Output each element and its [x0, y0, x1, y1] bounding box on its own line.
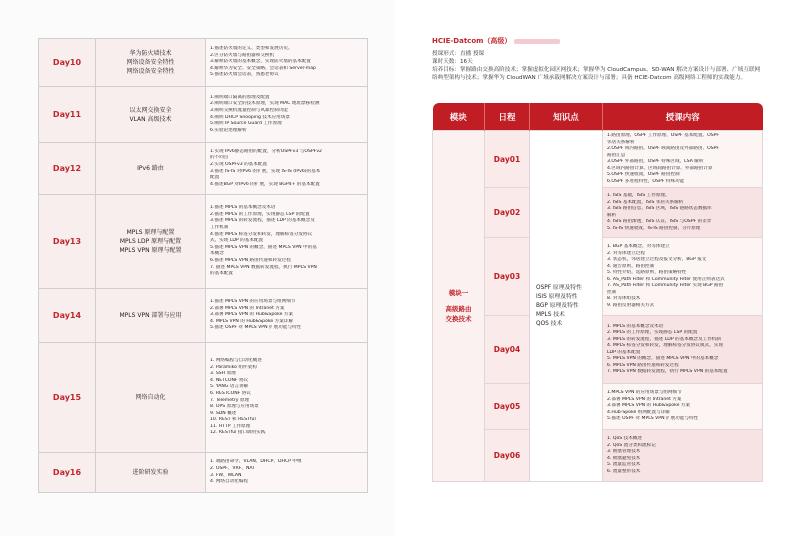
content-line: 7. MPLS VPN 数据转发流程，执行 MPLS VPN 的基本配置: [607, 369, 728, 374]
left-table-row: [39, 289, 368, 343]
day-label: Day14: [39, 289, 96, 343]
day-label: Day02: [485, 188, 530, 238]
meta-days-label: 课时天数：: [432, 59, 460, 65]
teaching-content-cell: [603, 430, 763, 482]
content-line: 2. MPLS 的工作原理，实现静态 LSP 的配置: [607, 330, 698, 335]
content-line: 3.解释防火墙的基本概念，实现防火墙的基本配置: [210, 59, 311, 65]
content-line: 12. RESTful 接口调用实践: [210, 430, 266, 436]
content-line: 解析: [607, 212, 617, 218]
header-schedule: 日程: [485, 103, 530, 131]
content-line: 5. 流量监管技术: [607, 462, 641, 467]
topic-line: 华为防火墙技术: [129, 50, 172, 57]
content-line: 本概念: [210, 251, 224, 257]
content-line: 6.实验论述理解析: [210, 127, 247, 133]
content-line: 2.部署 MPLS VPN 的 Intranet 方案: [210, 305, 285, 311]
day-label: Day10: [39, 39, 96, 87]
topic-line: MPLS LDP 原理与配置: [119, 238, 182, 245]
content-line: 1.描述防火墙的定义、类型和发展历史。: [210, 46, 293, 52]
content-line: 1.实现 IPv6静态路由的配置，分析OSPFv3 与OSPFv2: [210, 148, 322, 154]
content-line: 2.部署 MPLS VPN 的 Intranet 方案: [607, 396, 682, 402]
content-line: 1. 网络编程与自动化概述: [210, 357, 262, 363]
content-line: 5.描述 OSPF 对 MPLS VPN 扩展功能与特性: [607, 416, 699, 422]
module-line: 交换技术: [445, 315, 472, 323]
topic-line: 网络自动化: [135, 394, 166, 401]
day-label: Day05: [485, 384, 530, 430]
content-line: 7. Telemetry 原理: [210, 397, 250, 403]
topic-line: MPLS 原理与配置: [126, 229, 175, 236]
content-line: 2.阐明端口安全的技术原理，实现 MAC 地址漂移检测: [210, 101, 320, 107]
content-line: 7. 描述 MPLS VPN 数据转发流程，执行 MPLS VPN: [210, 264, 317, 270]
content-line: 4. MPLS VPN 的 Hub&Spoke 方案详解: [210, 318, 294, 324]
meta-goal: [432, 66, 762, 82]
knowledge-point: OSPF 原理及特性: [536, 284, 582, 291]
content-cell: [206, 289, 368, 343]
day-label: Day12: [39, 143, 96, 195]
content-line: 5. YANG 语言讲解: [210, 384, 249, 390]
content-line: 3.描述 MPLS 的转发流程，描述 LDP 的基本概念及: [210, 218, 315, 224]
topic-cell: [96, 343, 206, 453]
meta-goal-label: 培养目标：: [432, 67, 460, 73]
knowledge-point: ISIS 原理及特性: [536, 293, 578, 300]
content-line: LDP 的基本配置: [607, 349, 641, 355]
header-module: 模块: [433, 103, 485, 131]
content-line: 1. ISIS 基础，ISIS 工作原理。: [607, 193, 670, 198]
content-line: 工作机制: [210, 225, 229, 231]
day-label: Day01: [485, 131, 530, 188]
module-cell: [433, 131, 485, 482]
meta-format-label: 授课形式：: [432, 51, 460, 57]
content-line: 5.描述防火墙会话表，熟悉老协议: [210, 72, 279, 78]
content-line: 2. QoS 流分类和流标记: [607, 442, 656, 448]
topic-cell: [96, 453, 206, 493]
course-schedule-table: [432, 103, 763, 482]
content-cell: [206, 39, 368, 87]
left-table-row: [39, 143, 368, 195]
content-line: 4. 通告原则，路由控制: [607, 263, 655, 269]
content-line: 4.解释华为安全、安全策略、会话表和 Server-map: [210, 65, 316, 71]
content-line: 2. ISIS 基本配置，ISIS 邻居关系解析: [607, 199, 684, 205]
day-label: Day15: [39, 343, 96, 453]
left-table-row: [39, 343, 368, 453]
content-line: 4. 拥塞避免技术: [607, 455, 641, 461]
left-table-row: [39, 87, 368, 143]
content-line: 4.Hub-Spoke 组网配置与详解: [607, 409, 670, 415]
content-line: 3. ISIS 路由信息，ISIS 区域，ISIS 链路状态数据库: [607, 206, 712, 211]
content-line: 6. AS_Path Filter 和 Community Filter 使用正则表达式: [607, 276, 725, 282]
meta-format: [432, 50, 762, 58]
topic-cell: [96, 87, 206, 143]
content-line: 6. 流量整形技术: [607, 468, 641, 474]
content-line: 2. OSPF、VRF、NAT: [210, 465, 255, 471]
schedule-row: [433, 131, 763, 188]
content-line: 4. 网络自动化编程: [210, 479, 249, 485]
knowledge-point: BGP 原理及特性: [536, 302, 579, 309]
content-cell: [206, 195, 368, 289]
content-line: 5.阐明 IP Source Guard 工作原理: [210, 121, 282, 127]
content-line: 4.描述BGP 对IPv6 的扩展，实现 BGP4+ 的基本配置: [210, 181, 320, 187]
knowledge-points-cell: [530, 131, 603, 482]
course-title-text: HCIE-Datcom（高级）: [432, 37, 512, 45]
meta-format-value: 直播 授课: [459, 51, 485, 57]
knowledge-point: QOS 技术: [536, 320, 563, 327]
day-label: Day13: [39, 195, 96, 289]
topic-cell: [96, 195, 206, 289]
content-line: 10. REST 和 RESTful: [210, 417, 256, 423]
teaching-content-cell: [603, 384, 763, 430]
teaching-content-cell: [603, 131, 763, 188]
meta-days-value: 16天: [459, 59, 473, 65]
left-table-row: [39, 453, 368, 493]
content-line: 5. 特性介绍，选路原则，路由策略特性: [607, 270, 687, 275]
left-table-row: [39, 195, 368, 289]
topic-line: 网络设备安全特性: [126, 59, 175, 66]
module-line: 模块一: [448, 289, 469, 297]
teaching-content-cell: [603, 188, 763, 238]
content-line: 5.OSPF 快速收敛，OSPF 路由控制: [607, 172, 680, 177]
content-line: 4. NETCONF 协议: [210, 377, 249, 383]
content-line: 1. 端路由命令、VLAN、DHCP、DHCP 中继: [210, 459, 302, 465]
content-line: 2. Paramiko 组件架构: [210, 364, 257, 370]
content-line: 5. MPLS VPN 的概念，描述 MPLS VPN 中的基本概念: [607, 356, 719, 361]
content-line: 3.部署 MPLS VPN 的 Hub&Spoke 方案: [607, 403, 691, 409]
content-line: 8. 对等体组技术: [607, 296, 641, 301]
left-table-row: [39, 39, 368, 87]
content-line: 1.阐明端口隔离的原理及配置: [210, 94, 270, 100]
content-line: 3. 拥塞管理技术: [607, 449, 641, 454]
content-cell: [206, 87, 368, 143]
content-line: 1.描述 MPLS VPN 的应用场景与组网细节: [210, 299, 296, 305]
content-line: 2.描述 MPLS 的工作原理，实现静态 LSP 的配置: [210, 211, 310, 217]
content-line: 4. MPLS 标签分发和转发，理解标签分发协议模式，实现: [607, 343, 723, 348]
topic-line: MPLS VPN 原理与配置: [119, 247, 182, 254]
topic-line: 进阶研发实验: [132, 469, 169, 476]
left-schedule-table: [38, 38, 368, 493]
meta-days: [432, 58, 762, 66]
content-line: 3. SSH 原理: [210, 371, 236, 377]
content-line: 2.区分防火墙与路由器和交换机: [210, 52, 275, 58]
topic-line: 以太网交换安全: [129, 106, 172, 114]
title-redaction-mark: [514, 39, 560, 44]
module-line: 高级路由: [445, 305, 472, 313]
content-line: 路由汇总: [607, 152, 626, 158]
content-cell: [206, 453, 368, 493]
meta-goal-value: 掌握路由交换高阶技术；掌握虚拟化园区网技术；掌握华为 CloudCampus、SD-WAN 解决方案设计与部署、广域互联网络典型架构与技术；掌握华为 CloudWAN 广域承载网解决方案设计与部署；具备 HCIE-Datcom 高级网络工程师的实战能力。: [432, 67, 761, 82]
day-label: Day11: [39, 87, 96, 143]
content-line: 的不同点: [210, 155, 229, 161]
content-line: 4.描述 MPLS 标签分发和转发，理解标签分发协议: [210, 231, 313, 237]
day-label: Day06: [485, 430, 530, 482]
content-line: 5.描述 OSPF 对 MPLS VPN 扩展功能与特性: [210, 325, 302, 331]
header-teaching-content: 授课内容: [603, 103, 763, 131]
content-line: 1. BGP 基本概念，对等体建立: [607, 244, 670, 249]
content-line: 1.MPLS VPN 的应用场景与组网细节: [607, 390, 682, 396]
content-line: 4. ISIS 路由渗透，ISIS 认证，ISIS 与OSPF 的差异: [607, 219, 712, 224]
content-line: 的基本配置: [210, 271, 233, 277]
content-line: 式，实现 LDP 的基本配置: [210, 238, 264, 244]
content-line: 5.描述 MPLS VPN 的概念，描述 MPLS VPN 中的基: [210, 244, 317, 250]
topic-line: IPv6 路由: [137, 165, 164, 172]
topic-line: VLAN 高级技术: [129, 115, 172, 123]
content-line: 5. IS-IS 快速收敛，IS-IS 路由控制，分片原理: [607, 225, 701, 231]
content-line: 1. QoS 技术概述: [607, 436, 643, 441]
content-line: 6.OSPF 多进程特性，OSPF 特殊功能: [607, 178, 685, 184]
topic-cell: [96, 289, 206, 343]
content-line: 3. FW、WLAN: [210, 472, 242, 478]
content-line: 1.路由原理、OSPF 工作原理、OSPF 基本配置、OSPF: [607, 133, 720, 138]
content-line: 1.描述 MPLS 的基本概念及术语: [210, 205, 276, 211]
course-title: [432, 36, 560, 46]
content-line: 邻居关系解析: [607, 139, 635, 145]
day-label: Day04: [485, 316, 530, 384]
knowledge-point: MPLS 技术: [536, 311, 565, 318]
day-label: Day03: [485, 238, 530, 316]
content-line: 4.区域内路由计算、区域间路由计算、外部路由计算: [607, 165, 713, 171]
topic-line: MPLS VPN 部署与应用: [119, 312, 182, 319]
content-line: 3.部署 MPLS VPN 的 Hub&Spoke 方案: [210, 312, 294, 318]
content-line: 3.阐明交换机流量控制与风暴控制功能: [210, 107, 288, 113]
content-line: 3.OSPF 外部路由，OSPF 特殊区域、LSA 解析: [607, 159, 704, 164]
topic-line: 网络设备安全特性: [126, 68, 175, 75]
content-line: 配置: [210, 175, 220, 181]
content-line: 11. HTTP 工作原理: [210, 423, 251, 429]
content-line: 6. RESTCONF 协议: [210, 390, 251, 396]
content-line: 2. 对等体建立过程: [607, 250, 646, 256]
content-line: 3. MPLS 的转发流程，描述 LDP 的基本概念及工作机制: [607, 336, 721, 342]
content-cell: [206, 343, 368, 453]
content-line: 6.描述 MPLS VPN 路由传递和转发过程: [210, 257, 291, 263]
topic-cell: [96, 143, 206, 195]
content-line: 3.描述 IS-IS 对IPv6 的扩展，实现 IS-IS (IPv6)的基本: [210, 168, 321, 174]
content-line: 7. AS_Path Filter 和 Community Filter 实现 BGP 路由: [607, 283, 724, 288]
content-cell: [206, 143, 368, 195]
day-label: Day16: [39, 453, 96, 493]
content-line: 8. OPS 原理与应用场景: [210, 404, 259, 410]
content-line: 6. MPLS VPN 路由传递和转发过程: [607, 362, 679, 368]
header-knowledge-points: 知识点: [530, 103, 603, 131]
content-line: 4.阐明 DHCP Snooping 技术应用场景: [210, 114, 290, 120]
content-line: 3. 状态机，邻居建立过程及报文分析，BGP 报文: [607, 257, 707, 262]
content-line: 2.实现 OSPFv3 的基本配置: [210, 161, 268, 167]
content-line: 控制: [607, 289, 617, 295]
content-line: 9. 路由反射器相关方式: [607, 302, 655, 308]
teaching-content-cell: [603, 316, 763, 384]
content-line: 1. MPLS 的基本概念及术语: [607, 323, 664, 329]
teaching-content-cell: [603, 238, 763, 316]
content-line: 2.OSPF 域内路由、OSPF 域间路由及外部路由、OSPF: [607, 146, 720, 151]
topic-cell: [96, 39, 206, 87]
content-line: 9. SDN 概述: [210, 410, 237, 416]
